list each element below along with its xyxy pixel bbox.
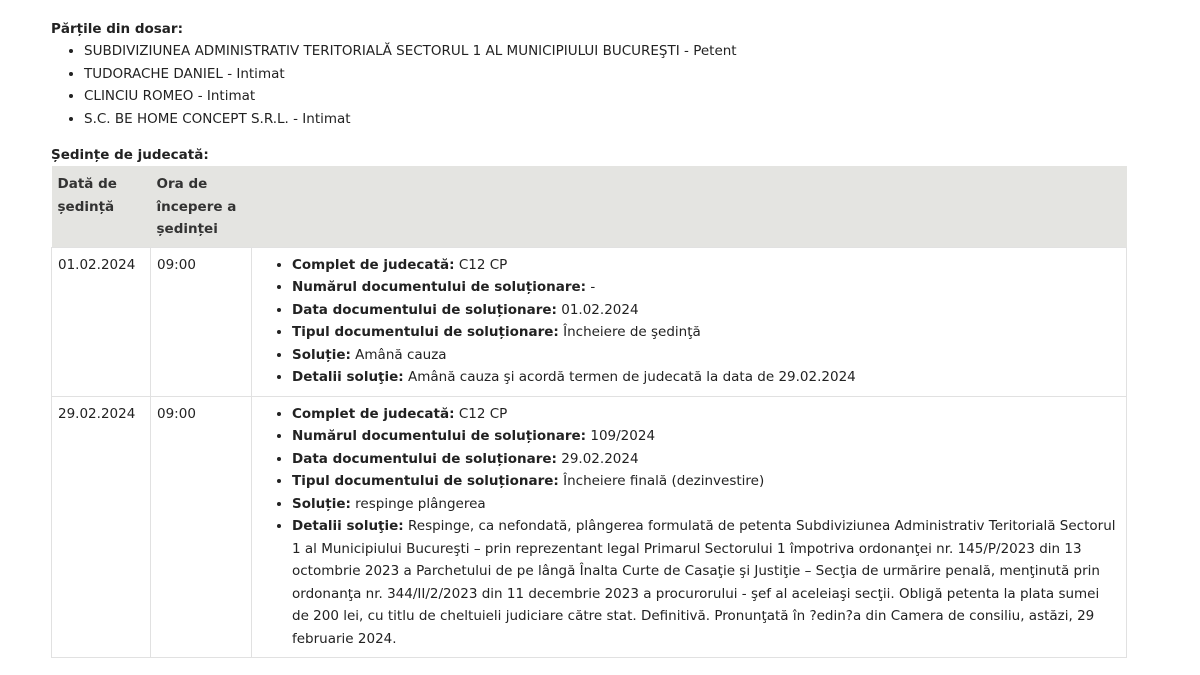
sessions-title: Ședințe de judecată:	[51, 147, 209, 163]
detail-item	[292, 299, 1116, 322]
detail-value: Respinge, ca nefondată, plângerea formulată de petenta Subdiviziunea Administrativ Teritorială Sectorul 1 al Municipiului Bucureşti – prin reprezentant legal Primarul Sectorului 1 împotriva ordonanţei nr. 145/P/2023 din 13 octombrie 2023 a Parchetului de pe lângă Înalta Curte de Casaţie şi Justiţie – Secţia de urmărire penală, menţinută prin ordonanţa nr. 344/II/2/2023 din 11 decembrie 2023 a procurorului - şef al aceleiaşi secţii. Obligă petenta la plata sumei de 200 lei, cu titlu de cheltuieli judiciare către stat. Definitivă. Pronunţată în ?edin?a din Camera de consiliu, astăzi, 29 februarie 2024.	[292, 518, 1116, 647]
detail-label: Soluție:	[292, 495, 351, 512]
table-row	[52, 396, 1127, 658]
detail-item	[292, 276, 1116, 299]
detail-label: Numărul documentului de soluționare:	[292, 279, 587, 295]
parties-title: Părțile din dosar:	[51, 21, 183, 37]
session-details	[252, 396, 1127, 658]
party-item: • TUDORACHE DANIEL - Intimat	[84, 63, 1127, 86]
sessions-header-row	[52, 166, 1127, 247]
detail-label: Complet de judecată:	[292, 405, 455, 422]
party-item: • SUBDIVIZIUNEA ADMINISTRATIV TERITORIALĂ SECTORUL 1 AL MUNICIPIULUI BUCUREŞTI - Petent	[84, 40, 1127, 63]
session-time: 09:00	[151, 396, 252, 658]
detail-item	[292, 448, 1116, 471]
detail-label: Numărul documentului de soluționare:	[292, 428, 587, 444]
detail-value: -	[590, 279, 596, 295]
detail-label: Tipul documentului de soluționare:	[292, 324, 559, 340]
sessions-table	[51, 166, 1127, 658]
session-details	[252, 247, 1127, 396]
detail-value: 29.02.2024	[561, 450, 639, 467]
detail-label: Tipul documentului de soluționare:	[292, 473, 559, 489]
detail-label: Complet de judecată:	[292, 256, 455, 273]
detail-value: Încheiere de şedinţă	[563, 324, 701, 340]
detail-value: respinge plângerea	[355, 495, 486, 512]
header-details	[252, 166, 1127, 247]
case-details	[51, 18, 1127, 658]
party-item: • S.C. BE HOME CONCEPT S.R.L. - Intimat	[84, 108, 1127, 131]
detail-label: Detalii soluţie:	[292, 369, 404, 385]
detail-item	[292, 321, 1116, 344]
session-date: 29.02.2024	[52, 396, 151, 658]
party-item: • CLINCIU ROMEO - Intimat	[84, 85, 1127, 108]
detail-item	[292, 493, 1116, 516]
detail-value: C12 CP	[458, 256, 508, 273]
detail-item	[292, 425, 1116, 448]
session-time: 09:00	[151, 247, 252, 396]
detail-item	[292, 254, 1116, 277]
detail-value: 01.02.2024	[561, 301, 639, 318]
detail-label: Data documentului de soluționare:	[292, 301, 557, 318]
session-date: 01.02.2024	[52, 247, 151, 396]
table-row	[52, 247, 1127, 396]
detail-label: Data documentului de soluționare:	[292, 450, 557, 467]
header-time: Ora de începere a ședinței	[156, 176, 237, 237]
detail-value: C12 CP	[458, 405, 508, 422]
detail-item	[292, 515, 1116, 650]
detail-value: 109/2024	[590, 428, 656, 444]
detail-label: Soluție:	[292, 346, 351, 363]
parties-list	[51, 40, 1127, 130]
detail-label: Detalii soluţie:	[292, 518, 404, 534]
detail-value: Amână cauza şi acordă termen de judecată la data de 29.02.2024	[408, 369, 856, 385]
detail-item	[292, 366, 1116, 389]
detail-item	[292, 470, 1116, 493]
detail-value: Încheiere finală (dezinvestire)	[563, 473, 765, 489]
detail-item	[292, 344, 1116, 367]
detail-item	[292, 403, 1116, 426]
header-date: Dată de ședință	[57, 176, 117, 215]
detail-value: Amână cauza	[355, 346, 447, 363]
